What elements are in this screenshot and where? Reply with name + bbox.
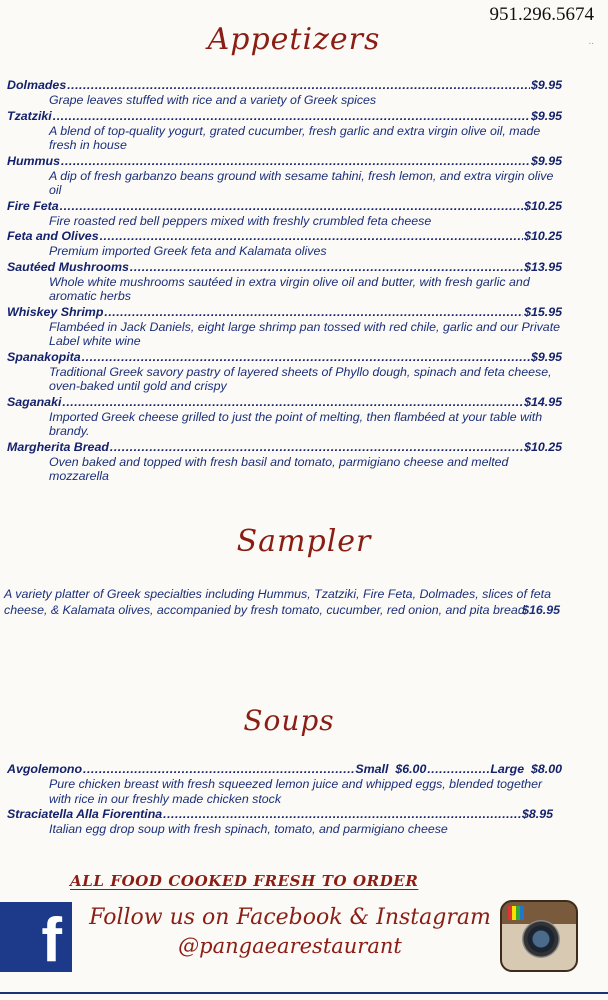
- small-label: Small: [355, 762, 389, 776]
- item-name: Whiskey Shrimp: [7, 304, 104, 319]
- small-price: $6.00: [395, 762, 427, 776]
- item-description: Oven baked and topped with fresh basil and tomato, parmigiano cheese and melted mozzarella: [49, 454, 509, 483]
- social-follow: [80, 904, 500, 960]
- item-name: Hummus: [7, 153, 61, 168]
- menu-item-margherita-bread: [7, 440, 562, 484]
- item-price: $9.95: [530, 108, 562, 123]
- sampler-price: $16.95: [522, 603, 560, 617]
- sampler-item: [4, 586, 560, 618]
- appetizers-heading: Appetizers: [207, 22, 381, 57]
- soups-heading: Soups: [243, 704, 335, 737]
- item-price: $9.95: [530, 153, 562, 168]
- item-price: $15.95: [524, 304, 562, 319]
- item-name: Spanakopita: [7, 349, 81, 364]
- menu-item-spanakopita: [7, 350, 562, 394]
- facebook-icon[interactable]: f: [0, 902, 72, 972]
- item-price: $10.25: [524, 229, 562, 243]
- instagram-icon[interactable]: [500, 900, 578, 972]
- menu-item-tzatziki: [7, 109, 562, 153]
- item-description: A dip of fresh garbanzo beans ground with sesame tahini, fresh lemon, and extra virgin olive oil: [49, 168, 554, 197]
- item-description: Italian egg drop soup with fresh spinach, tomato, and parmigiano cheese: [49, 822, 448, 836]
- menu-item-sauteed-mushrooms: [7, 260, 562, 304]
- item-description: Fire roasted red bell peppers mixed with freshly crumbled feta cheese: [49, 213, 432, 228]
- item-price: $9.95: [530, 78, 562, 92]
- item-name: Dolmades: [7, 78, 67, 92]
- bottom-divider: [0, 992, 608, 994]
- menu-item-saganaki: [7, 395, 562, 439]
- cooked-fresh-banner: ALL FOOD COOKED FRESH TO ORDER: [70, 872, 419, 890]
- appetizers-list: [7, 78, 562, 485]
- item-description: Premium imported Greek feta and Kalamata olives: [49, 244, 327, 258]
- item-price: $13.95: [524, 259, 562, 274]
- item-description: Imported Greek cheese grilled to just the point of melting, then flambéed at your table with brandy.: [49, 409, 543, 438]
- follow-text: Follow us on Facebook & Instagram: [89, 905, 491, 930]
- item-name: Straciatella Alla Fiorentina: [7, 807, 163, 821]
- item-name: Fire Feta: [7, 198, 59, 213]
- item-price: $8.95: [521, 807, 553, 821]
- item-description: Flambéed in Jack Daniels, eight large shrimp pan tossed with red chile, garlic and our Private Label white wine: [49, 319, 561, 348]
- item-price: $10.25: [524, 439, 562, 454]
- menu-item-hummus: [7, 154, 562, 198]
- large-price: $8.00: [530, 762, 562, 776]
- sampler-description: A variety platter of Greek specialties including Hummus, Tzatziki, Fire Feta, Dolmades, slices of feta cheese, & Kalamata olives, accompanied by fresh tomato, cucumber, red onion, and pita bread: [4, 587, 551, 617]
- item-name: Saganaki: [7, 394, 62, 409]
- item-price: $10.25: [524, 198, 562, 213]
- item-description: Pure chicken breast with fresh squeezed lemon juice and whipped eggs, blended together with rice in our freshly made chicken stock: [49, 777, 543, 806]
- instagram-stripe: [508, 906, 524, 920]
- menu-item-fire-feta: [7, 199, 562, 229]
- item-description: Traditional Greek savory pastry of layered sheets of Phyllo dough, spinach and feta cheese, oven-baked until gold and crispy: [49, 364, 552, 393]
- item-description: A blend of top-quality yogurt, grated cucumber, fresh garlic and extra virgin olive oil, made fresh in house: [49, 123, 541, 152]
- sampler-heading: Sampler: [236, 524, 372, 559]
- item-price: $9.95: [530, 349, 562, 364]
- phone-number: 951.296.5674: [489, 4, 594, 25]
- item-name: Margherita Bread: [7, 439, 109, 454]
- item-description: Grape leaves stuffed with rice and a variety of Greek spices: [49, 93, 377, 107]
- menu-item-avgolemono: [7, 762, 562, 806]
- large-label: Large: [490, 762, 525, 776]
- menu-item-dolmades: [7, 78, 562, 108]
- corner-mark: ..: [588, 36, 594, 47]
- item-name: Feta and Olives: [7, 229, 99, 243]
- menu-item-whiskey-shrimp: [7, 305, 562, 349]
- item-name: Avgolemono: [7, 762, 83, 776]
- camera-lens-icon: [522, 920, 560, 958]
- item-price: $14.95: [524, 394, 562, 409]
- item-name: Sautéed Mushrooms: [7, 259, 129, 274]
- social-handle: @pangaearestaurant: [178, 934, 402, 958]
- soups-list: [7, 762, 562, 838]
- menu-item-feta-and-olives: [7, 229, 562, 259]
- menu-item-straciatella: [7, 807, 562, 837]
- item-description: Whole white mushrooms sautéed in extra virgin olive oil and butter, with fresh garlic and aromatic herbs: [49, 274, 530, 303]
- item-name: Tzatziki: [7, 108, 52, 123]
